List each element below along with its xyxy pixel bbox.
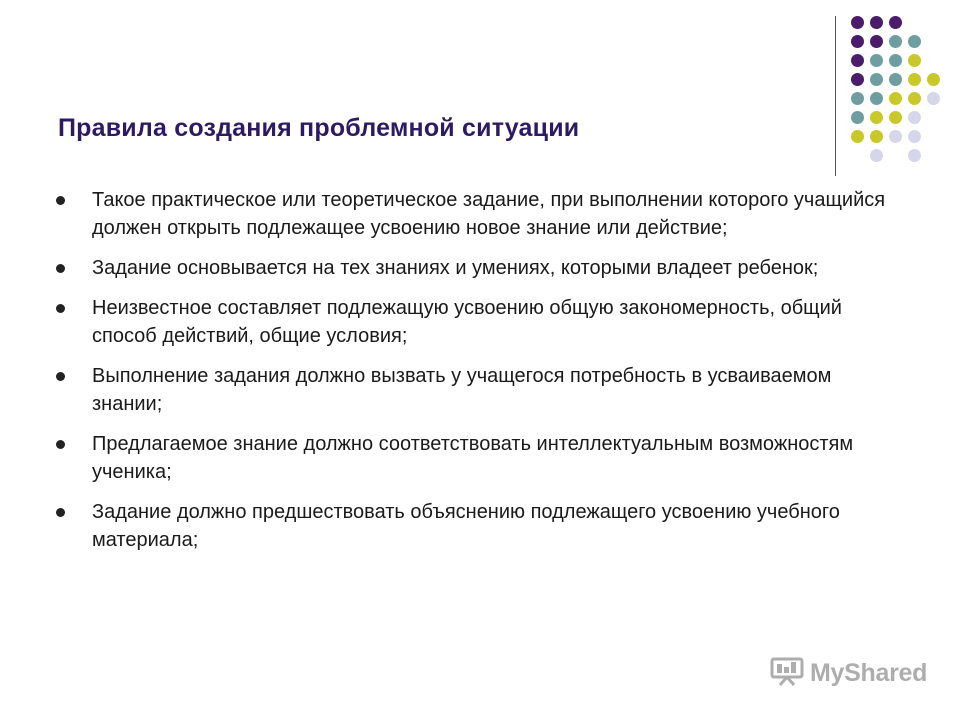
decorative-dot-yellow <box>851 130 864 143</box>
slide-title: Правила создания проблемной ситуации <box>58 114 580 142</box>
decorative-dot-teal <box>908 35 921 48</box>
bullet-item <box>52 362 902 418</box>
decorative-dot-yellow <box>870 111 883 124</box>
bullet-marker-icon <box>56 264 65 273</box>
bullet-marker-icon <box>56 372 65 381</box>
decorative-dot-lavender <box>870 149 883 162</box>
decorative-dot-yellow <box>889 111 902 124</box>
decorative-dot-yellow <box>908 73 921 86</box>
bullet-text: Предлагаемое знание должно соответствовать интеллектуальным возможностям ученика; <box>92 433 854 483</box>
decorative-dot-teal <box>889 35 902 48</box>
bullet-text: Задание должно предшествовать объяснению подлежащего усвоению учебного материала; <box>92 501 840 551</box>
decorative-dot-lavender <box>908 111 921 124</box>
decorative-dot-teal <box>889 54 902 67</box>
bullet-marker-icon <box>56 440 65 449</box>
decorative-dot-purple <box>851 16 864 29</box>
decorative-dot-yellow <box>870 130 883 143</box>
bullet-marker-icon <box>56 196 65 205</box>
myshared-watermark <box>770 656 927 690</box>
decorative-dot-purple <box>870 16 883 29</box>
bullet-text: Неизвестное составляет подлежащую усвоению общую закономерность, общий способ действий, общие условия; <box>92 297 842 347</box>
bullet-marker-icon <box>56 304 65 313</box>
decorative-dot-teal <box>870 54 883 67</box>
decorative-dot-purple <box>870 35 883 48</box>
decorative-dot-lavender <box>908 149 921 162</box>
bullet-item <box>52 430 902 486</box>
bullet-item <box>52 254 902 282</box>
decorative-dot-teal <box>889 73 902 86</box>
decorative-dot-teal <box>851 111 864 124</box>
decorative-dot-purple <box>889 16 902 29</box>
decorative-dot-yellow <box>927 73 940 86</box>
watermark-text: MyShared <box>810 658 928 687</box>
decorative-dot-teal <box>870 92 883 105</box>
decorative-dot-lavender <box>889 130 902 143</box>
decorative-dot-teal <box>870 73 883 86</box>
bullet-marker-icon <box>56 508 65 517</box>
bullet-item <box>52 186 902 242</box>
decorative-dot-yellow <box>908 54 921 67</box>
bullet-text: Такое практическое или теоретическое задание, при выполнении которого учащийся должен открыть подлежащее усвоению новое знание или действие; <box>92 189 886 239</box>
decorative-dot-purple <box>851 73 864 86</box>
decorative-dot-purple <box>851 35 864 48</box>
decorative-dot-teal <box>851 92 864 105</box>
decorative-dot-purple <box>851 54 864 67</box>
vertical-divider <box>835 16 836 176</box>
decorative-dot-yellow <box>889 92 902 105</box>
decorative-dot-yellow <box>908 92 921 105</box>
bullet-item <box>52 498 902 554</box>
decorative-dot-lavender <box>908 130 921 143</box>
bullet-text: Выполнение задания должно вызвать у учащегося потребность в усваиваемом знании; <box>92 365 832 415</box>
bullet-text: Задание основывается на тех знаниях и умениях, которыми владеет ребенок; <box>92 257 819 279</box>
bullet-list <box>52 186 902 566</box>
presentation-board-icon <box>770 656 804 691</box>
decorative-dot-lavender <box>927 92 940 105</box>
bullet-item <box>52 294 902 350</box>
